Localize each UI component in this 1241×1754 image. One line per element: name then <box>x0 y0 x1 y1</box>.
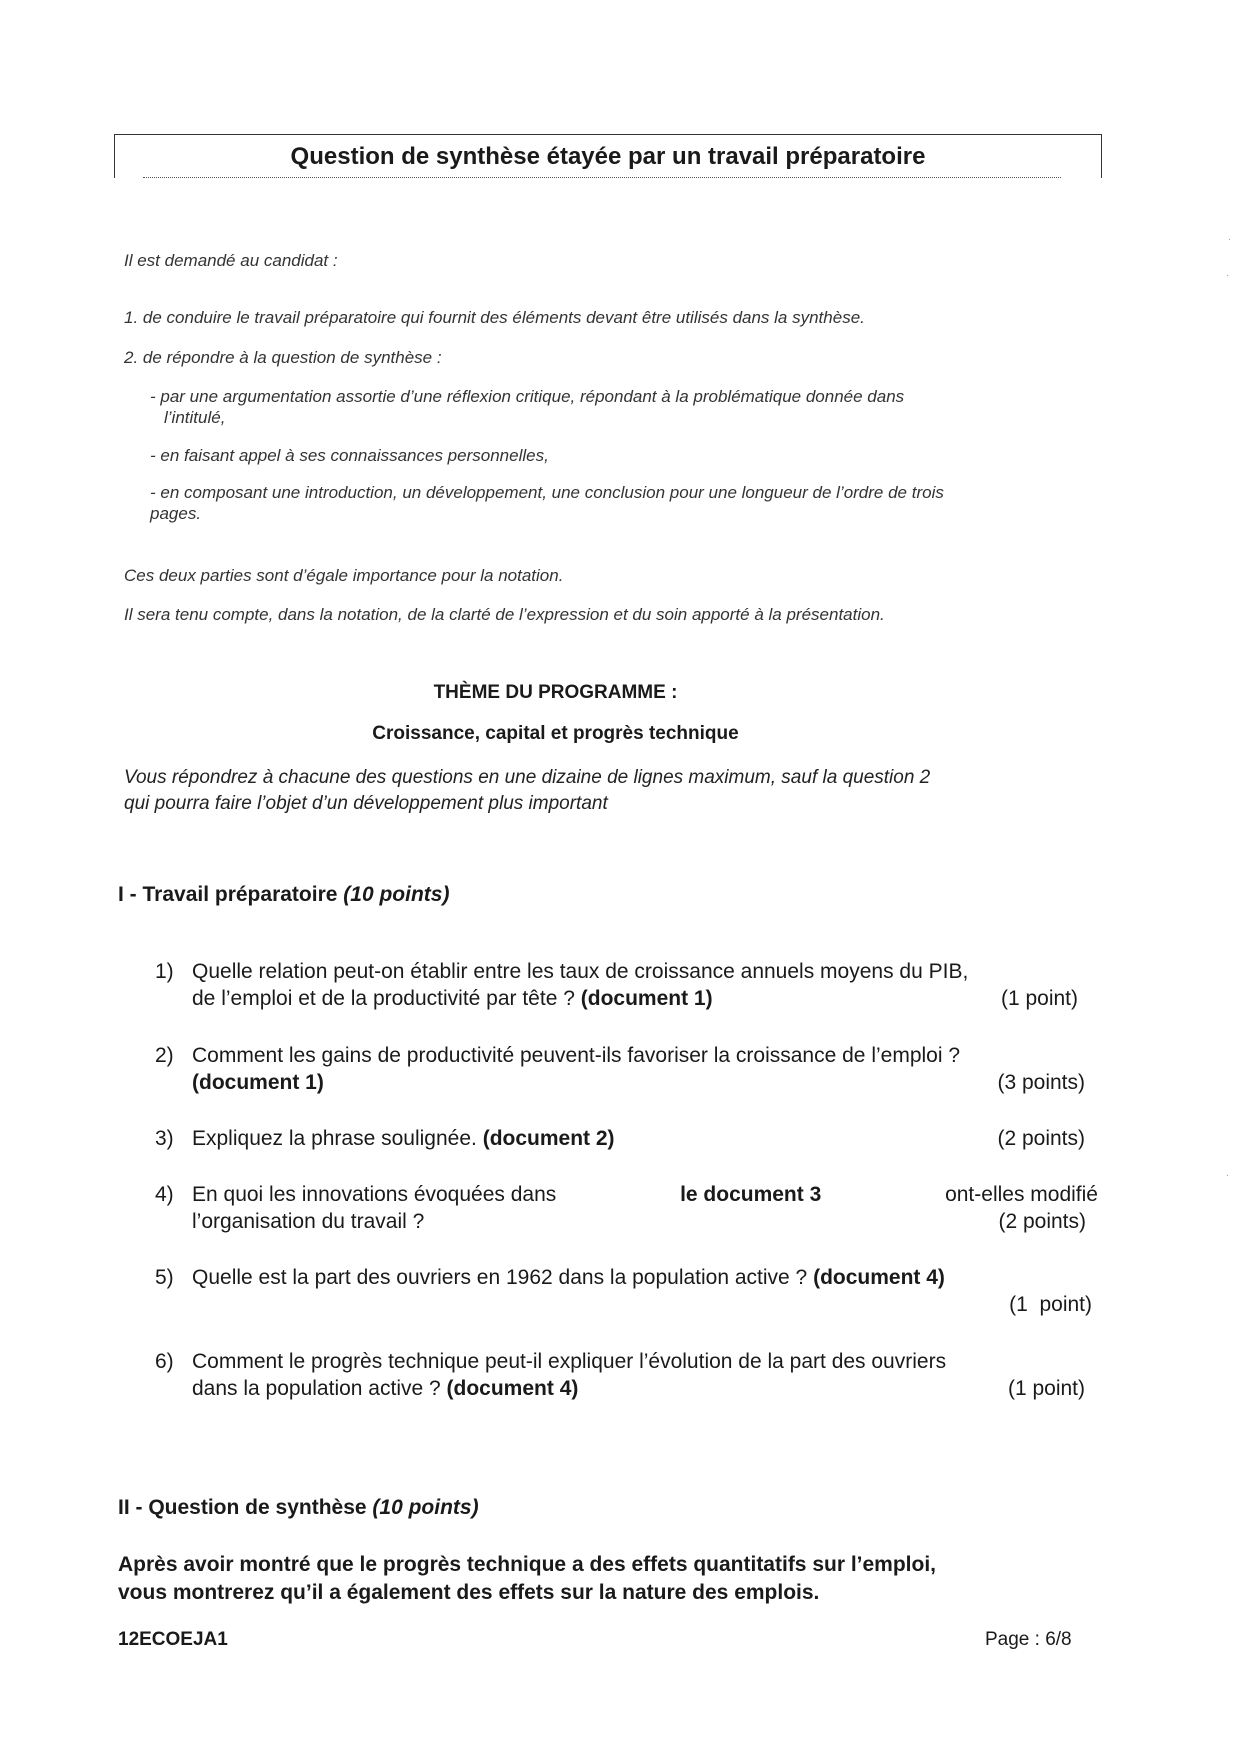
question-text: ont-elles modifié <box>945 1183 1098 1206</box>
instruction-sub-1 <box>150 386 1110 428</box>
instructions-intro: Il est demandé au candidat : <box>124 251 338 270</box>
synthesis-question <box>118 1551 1100 1607</box>
question-number: 1) <box>155 960 174 983</box>
synthesis-question-line-1: Après avoir montré que le progrès technique a des effets quantitatifs sur l’emploi, <box>118 1553 937 1576</box>
instruction-sub-3-line-1: - en composant une introduction, un développement, une conclusion pour une longueur de l’ordre de trois <box>150 483 944 502</box>
instruction-item-2: 2. de répondre à la question de synthèse : <box>124 348 442 367</box>
instruction-note-1: Ces deux parties sont d’égale importance pour la notation. <box>124 566 564 585</box>
question-text: Comment le progrès technique peut-il expliquer l’évolution de la part des ouvriers <box>192 1350 947 1373</box>
question-points: (1 point) <box>1007 1377 1085 1400</box>
question-2 <box>155 1042 1100 1096</box>
part1-heading-label: I - Travail préparatoire <box>118 883 338 906</box>
document-reference: (document 1) <box>192 1071 324 1094</box>
scan-speck: · <box>1226 270 1230 281</box>
question-text: l’organisation du travail ? <box>192 1210 425 1233</box>
question-text: de l’emploi et de la productivité par tête ? <box>192 987 575 1010</box>
instruction-sub-2: - en faisant appel à ses connaissances personnelles, <box>150 446 549 465</box>
question-points: (2 points) <box>997 1127 1085 1150</box>
question-points: (3 points) <box>997 1071 1085 1094</box>
scan-speck: . <box>1226 1168 1229 1179</box>
part1-heading-points: (10 points) <box>343 883 450 906</box>
question-number: 4) <box>155 1183 174 1206</box>
question-3 <box>155 1125 1100 1152</box>
question-1 <box>155 958 1100 1012</box>
question-text-bold: le <box>680 1183 698 1206</box>
question-text: dans la population active ? <box>192 1377 441 1400</box>
question-text: Quelle relation peut-on établir entre les taux de croissance annuels moyens du PIB, <box>192 960 969 983</box>
question-text: En quoi les innovations évoquées dans <box>192 1183 557 1206</box>
part2-heading-label: II - Question de synthèse <box>118 1496 367 1519</box>
question-number: 3) <box>155 1127 174 1150</box>
instruction-sub-1-line-1: - par une argumentation assortie d’une réflexion critique, répondant à la problématique donnée dans <box>150 387 905 406</box>
exam-code: 12ECOEJA1 <box>118 1629 228 1650</box>
part2-heading <box>118 1496 479 1520</box>
instruction-item-1: 1. de conduire le travail préparatoire qui fournit des éléments devant être utilisés dans la synthèse. <box>124 308 865 327</box>
question-number: 6) <box>155 1350 174 1373</box>
instruction-sub-3 <box>150 482 1110 524</box>
question-text: Quelle est la part des ouvriers en 1962 dans la population active ? <box>192 1266 808 1289</box>
question-text: Expliquez la phrase soulignée. <box>192 1127 477 1150</box>
theme-lead <box>124 765 1104 817</box>
document-reference: document 3 <box>703 1183 822 1206</box>
question-points: (1 point) <box>1009 1293 1092 1316</box>
question-points: (1 point) <box>1000 987 1078 1010</box>
document-reference: (document 4) <box>446 1377 579 1400</box>
title-box <box>114 134 1102 178</box>
part2-heading-points: (10 points) <box>372 1496 479 1519</box>
title-underline <box>143 177 1061 178</box>
question-points: (2 points) <box>998 1210 1086 1233</box>
synthesis-question-line-2: vous montrerez qu’il a également des effets sur la nature des emplois. <box>118 1581 820 1604</box>
document-reference: (document 2) <box>482 1127 615 1150</box>
theme-lead-line-1: Vous répondrez à chacune des questions en une dizaine de lignes maximum, sauf la question 2 <box>124 767 931 788</box>
question-text: Comment les gains de productivité peuvent-ils favoriser la croissance de l’emploi ? <box>192 1044 961 1067</box>
instruction-sub-3-line-2: pages. <box>150 504 202 523</box>
document-reference: (document 1) <box>580 987 713 1010</box>
theme-subject: Croissance, capital et progrès technique <box>372 723 739 744</box>
scan-speck: . <box>1228 232 1231 243</box>
question-6 <box>155 1348 1100 1402</box>
question-4 <box>155 1181 1100 1235</box>
theme-label: THÈME DU PROGRAMME : <box>433 682 678 703</box>
question-number: 2) <box>155 1044 174 1067</box>
page-title: Question de synthèse étayée par un travail préparatoire <box>290 143 926 170</box>
question-number: 5) <box>155 1266 174 1289</box>
part1-heading <box>118 883 449 907</box>
document-reference: (document 4) <box>813 1266 945 1289</box>
instruction-sub-1-line-2: l’intitulé, <box>164 408 226 427</box>
question-5 <box>155 1264 1100 1318</box>
instruction-note-2: Il sera tenu compte, dans la notation, de la clarté de l’expression et du soin apporté à la présentation. <box>124 605 885 624</box>
theme-lead-line-2: qui pourra faire l’objet d’un développement plus important <box>124 793 608 814</box>
page-number: Page : 6/8 <box>985 1629 1072 1650</box>
